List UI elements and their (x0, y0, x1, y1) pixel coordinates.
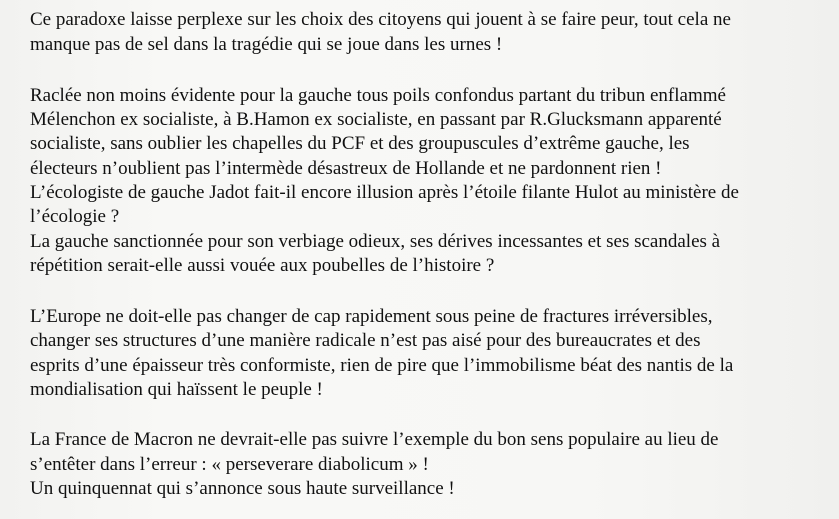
paragraph-3-line-2: changer ses structures d’une manière radicale n’est pas aisé pour des bureaucrates et des (30, 330, 701, 351)
paragraph-2-line-8: répétition serait-elle aussi vouée aux poubelles de l’histoire ? (30, 255, 495, 276)
paragraph-1-line-2: manque pas de sel dans la tragédie qui se joue dans les urnes ! (30, 34, 503, 55)
paragraph-2-line-6: l’écologie ? (30, 206, 120, 227)
paragraph-3-line-1: L’Europe ne doit-elle pas changer de cap rapidement sous peine de fractures irréversibles, (30, 306, 713, 327)
paragraph-2-line-7: La gauche sanctionnée pour son verbiage odieux, ses dérives incessantes et ses scandales à (30, 231, 721, 252)
paragraph-3-line-3: esprits d’une épaisseur très conformiste, rien de pire que l’immobilisme béat des nantis de la (30, 355, 734, 376)
paragraph-4-line-1: La France de Macron ne devrait-elle pas suivre l’exemple du bon sens populaire au lieu de (30, 429, 719, 450)
paragraph-2-line-4: électeurs n’oublient pas l’intermède désastreux de Hollande et ne pardonnent rien ! (30, 158, 662, 179)
paragraph-2-line-2: Mélenchon ex socialiste, à B.Hamon ex socialiste, en passant par R.Glucksmann apparenté (30, 109, 722, 130)
paragraph-2-line-1: Raclée non moins évidente pour la gauche tous poils confondus partant du tribun enflammé (30, 85, 726, 106)
paragraph-2-line-5: L’écologiste de gauche Jadot fait-il encore illusion après l’étoile filante Hulot au ministère de (30, 182, 739, 203)
paragraph-1-line-1: Ce paradoxe laisse perplexe sur les choix des citoyens qui jouent à se faire peur, tout cela ne (30, 9, 731, 30)
paragraph-2-line-3: socialiste, sans oublier les chapelles du PCF et des groupuscules d’extrême gauche, les (30, 133, 690, 154)
paragraph-4-line-2: s’entêter dans l’erreur : « perseverare diabolicum » ! (30, 454, 429, 475)
paragraph-3-line-4: mondialisation qui haïssent le peuple ! (30, 379, 323, 400)
paragraph-4-line-3: Un quinquennat qui s’annonce sous haute surveillance ! (30, 478, 455, 499)
